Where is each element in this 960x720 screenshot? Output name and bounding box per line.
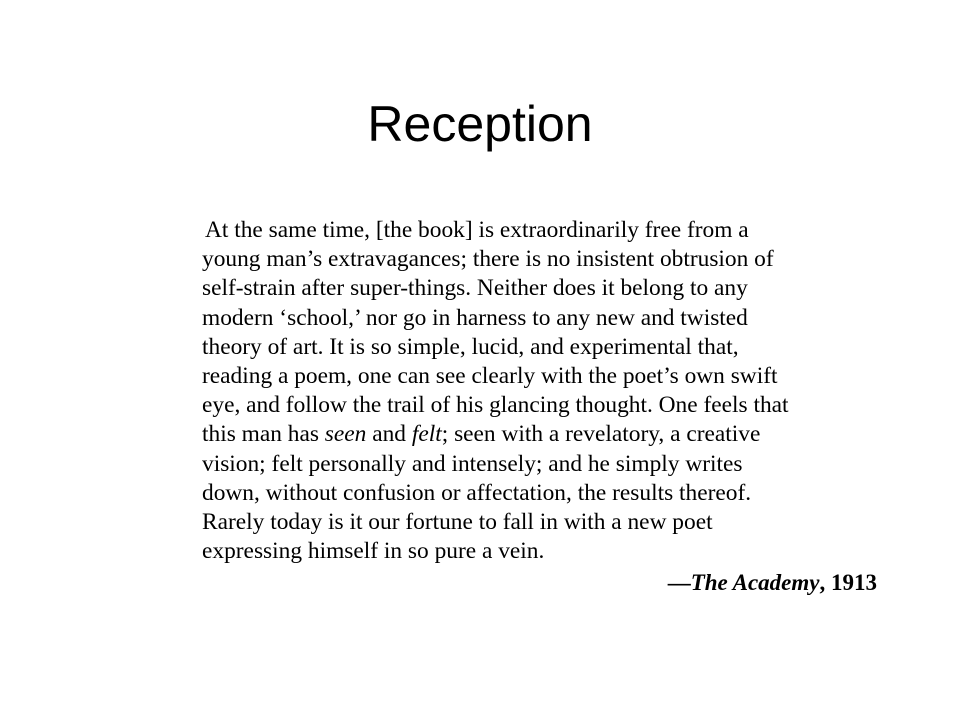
quote-line: self-strain after super-things. Neither does it belong to any [202, 275, 748, 302]
quote-text-segment: this man has [202, 421, 325, 448]
quote-block [202, 216, 882, 566]
quote-line: vision; felt personally and intensely; and he simply writes [202, 450, 743, 477]
quote-line: modern ‘school,’ nor go in harness to any new and twisted [202, 304, 748, 331]
quote-attribution [0, 568, 877, 598]
quote-line: down, without confusion or affectation, the results thereof. [202, 479, 752, 506]
quote-line: expressing himself in so pure a vein. [202, 538, 545, 565]
attribution-year: , 1913 [819, 570, 877, 595]
quote-line: Rarely today is it our fortune to fall in with a new poet [202, 509, 713, 536]
quote-line: reading a poem, one can see clearly with the poet’s own swift [202, 363, 778, 390]
attribution-dash: — [667, 570, 691, 595]
quote-line: At the same time, [the book] is extraordinarily free from a [205, 217, 749, 243]
slide-title: Reception [367, 96, 593, 152]
quote-emphasis-seen: seen [324, 421, 367, 448]
quote-text-segment: ; seen with a revelatory, a creative [441, 421, 761, 448]
quote-line: eye, and follow the trail of his glancing thought. One feels that [202, 392, 789, 419]
quote-line: young man’s extravagances; there is no insistent obtrusion of [202, 246, 774, 273]
quote-text-segment: and [366, 421, 412, 448]
quote-line: theory of art. It is so simple, lucid, and experimental that, [202, 333, 739, 360]
quote-line [202, 420, 882, 449]
attribution-source: The Academy [690, 570, 820, 595]
quote-emphasis-felt: felt [411, 421, 442, 448]
